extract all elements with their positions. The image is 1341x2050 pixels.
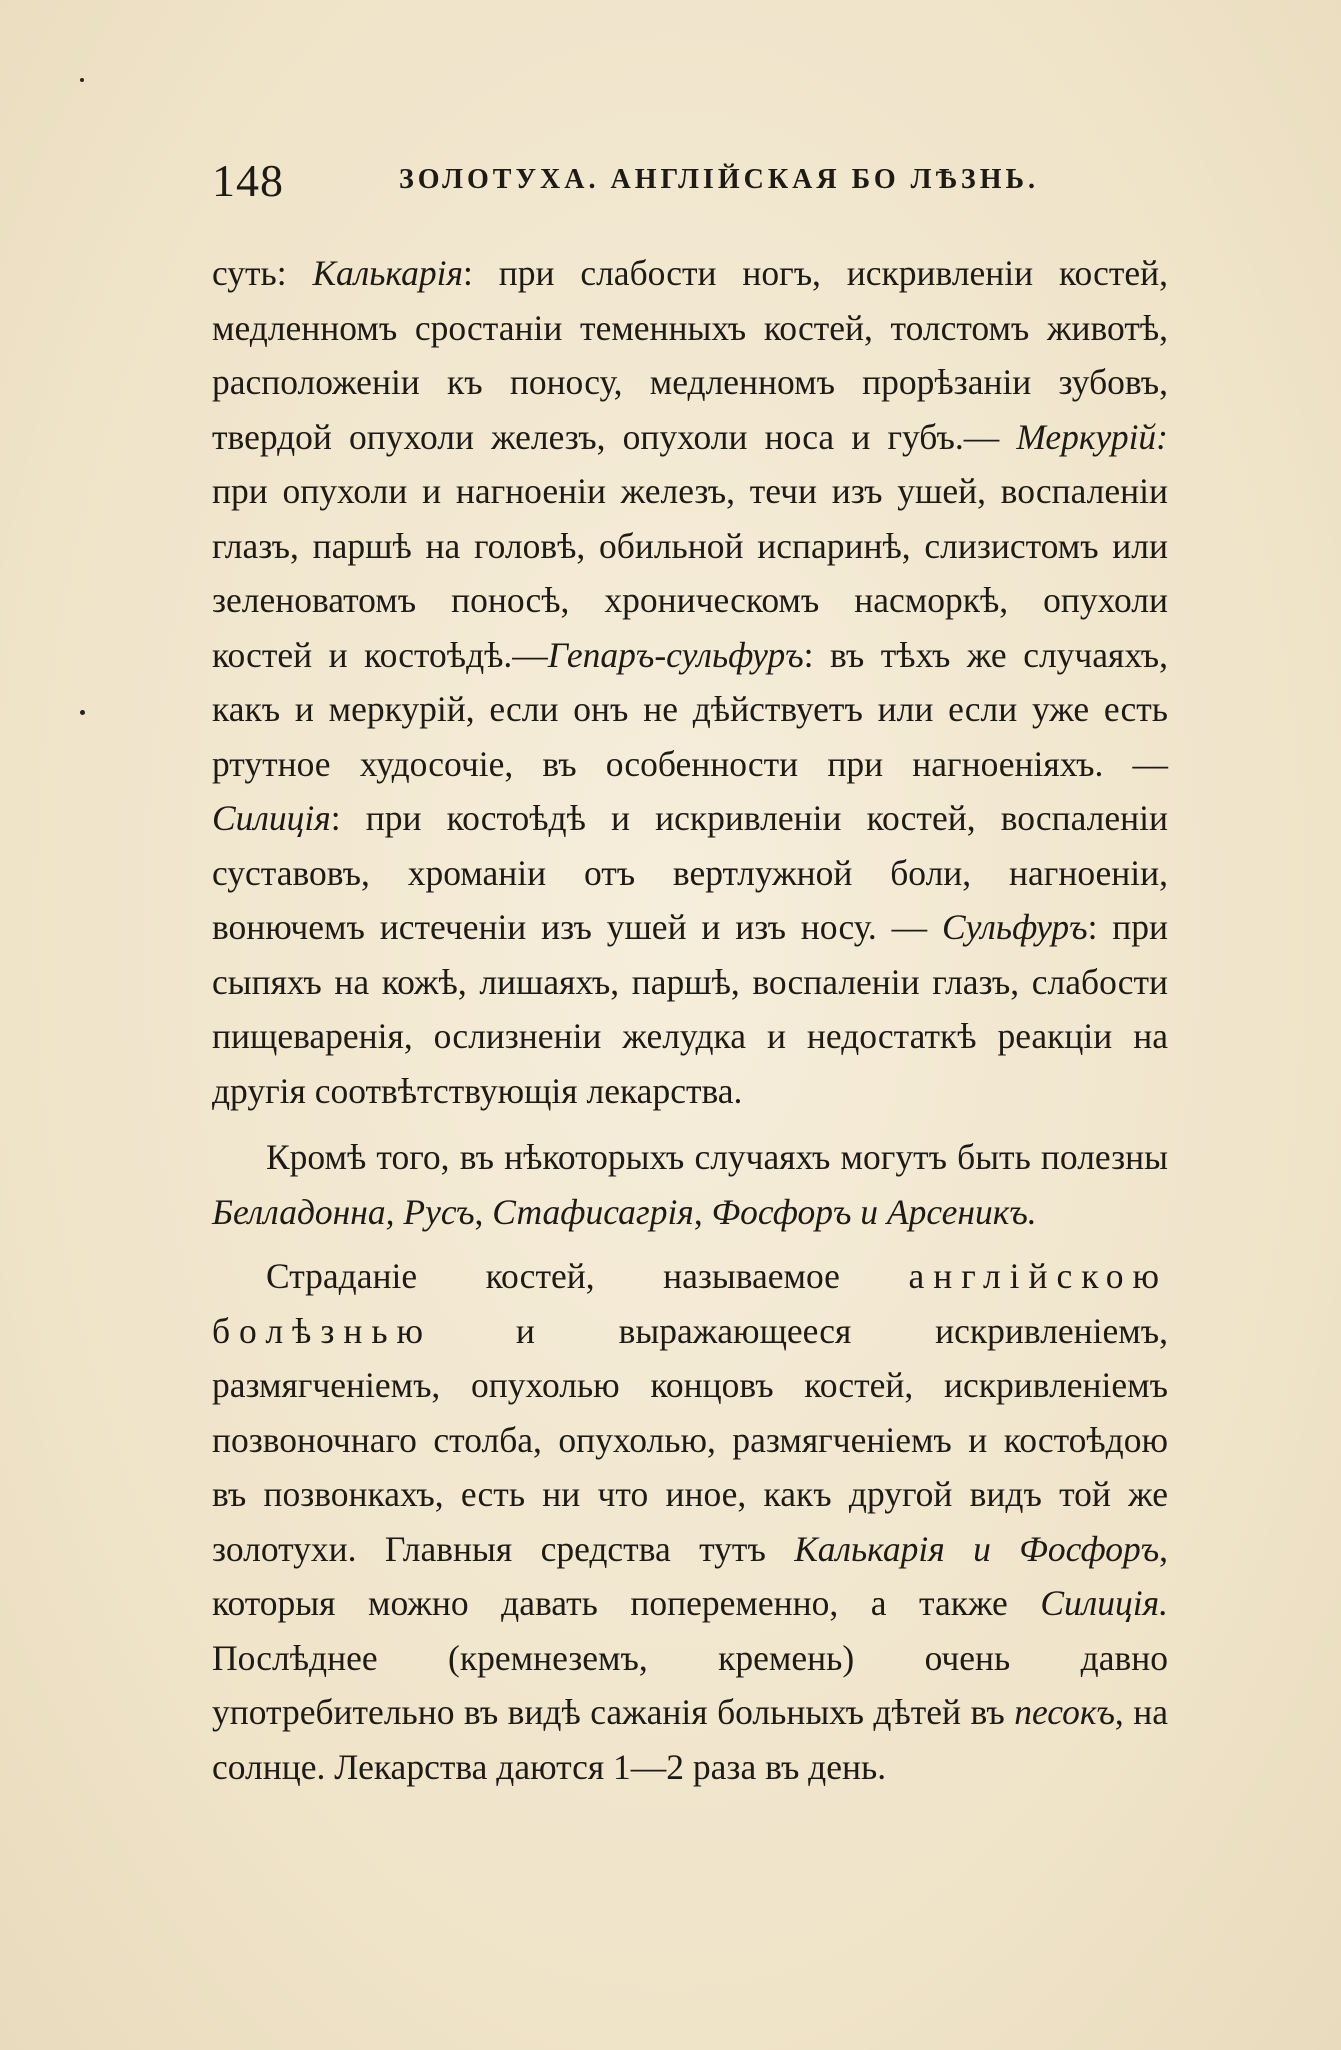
remedy-name: Меркурій: <box>1016 416 1168 457</box>
remedy-name: Сульфуръ <box>941 907 1088 947</box>
text-run: и выражающееся искривленіемъ, размягченіемъ, опухолью концовъ костей, искривленіемъ позвоночнаго столба, опухолью, размягченіемъ и костоѣдою въ позвонкахъ, есть ни что иное, какъ другой видъ той же золотухи. Главныя средства тутъ <box>212 1310 1168 1569</box>
body-text <box>212 246 1168 1794</box>
text-run: : въ тѣхъ же случаяхъ, какъ и меркурій, если онъ не дѣйствуетъ или если уже есть ртутное худосочіе, въ особенности при нагноеніяхъ. — <box>212 634 1168 784</box>
print-speck <box>80 78 84 82</box>
paragraph-1 <box>212 246 1168 1118</box>
remedy-name: Калькарія и Фосфоръ <box>794 1528 1160 1569</box>
page-number: 148 <box>212 154 284 206</box>
remedy-name: Калькарія <box>312 253 464 293</box>
text-run: Кромѣ того, въ нѣкоторыхъ случаяхъ могутъ быть полезны <box>266 1137 1168 1177</box>
text-run: : при костоѣдѣ и искривленіи костей, воспаленіи суставовъ, хроманіи отъ вертлужной боли, нагноеніи, вонючемъ истеченіи изъ ушей и изъ носу. — <box>212 798 1168 947</box>
text-run: , которыя можно давать попеременно, а также <box>212 1528 1168 1623</box>
print-speck <box>80 710 85 715</box>
remedy-name: Силиція <box>212 798 331 838</box>
running-head: ЗОЛОТУХА. АНГЛІЙСКАЯ БО ЛѢЗНЬ. <box>399 164 1039 195</box>
text-run: , <box>474 1191 493 1232</box>
remedy-name: Фосфоръ и Арсеникъ. <box>711 1191 1037 1232</box>
remedy-name: песокъ <box>1014 1692 1115 1732</box>
remedy-name: Белладонна, Русъ <box>212 1191 475 1232</box>
text-run: , на солнце. Лекарства даются 1—2 раза въ день. <box>212 1692 1168 1787</box>
text-run: : при сыпяхъ на кожѣ, лишаяхъ, паршѣ, воспаленіи глазъ, слабости пищеваренія, ослизненіи желудка и недостаткѣ реакціи на другія соотвѣтствующія лекарства. <box>212 907 1168 1111</box>
spaced-term: англійскою болѣзнью <box>212 1256 1168 1351</box>
text-run: Послѣднее (кремнеземъ, кремень) очень давно употребительно въ видѣ сажанія больныхъ дѣтей въ <box>212 1637 1168 1732</box>
remedy-name: Силиція. <box>1040 1583 1168 1623</box>
paragraph-2 <box>212 1130 1168 1239</box>
remedy-name: Стафисагрія <box>492 1191 694 1232</box>
text-run: , <box>693 1191 712 1232</box>
remedy-name: Гепаръ-сульфуръ <box>547 634 804 675</box>
page-header <box>212 150 1168 210</box>
text-run: суть: <box>212 253 313 293</box>
text-run: : при слабости ногъ, искривленіи костей, медленномъ сростаніи теменныхъ костей, толстомъ животѣ, расположеніи къ поносу, медленномъ прорѣзаніи зубовъ, твердой опухоли железъ, опухоли носа и губъ.— <box>212 253 1168 457</box>
text-run: при опухоли и нагноеніи железъ, течи изъ ушей, воспаленіи глазъ, паршѣ на головѣ, обильной испаринѣ, слизистомъ или зеленоватомъ поносѣ, хроническомъ насморкѣ, опухоли костей и костоѣдѣ.— <box>212 471 1168 675</box>
paragraph-3 <box>212 1249 1168 1794</box>
text-run: Страданіе костей, называемое <box>266 1256 909 1296</box>
